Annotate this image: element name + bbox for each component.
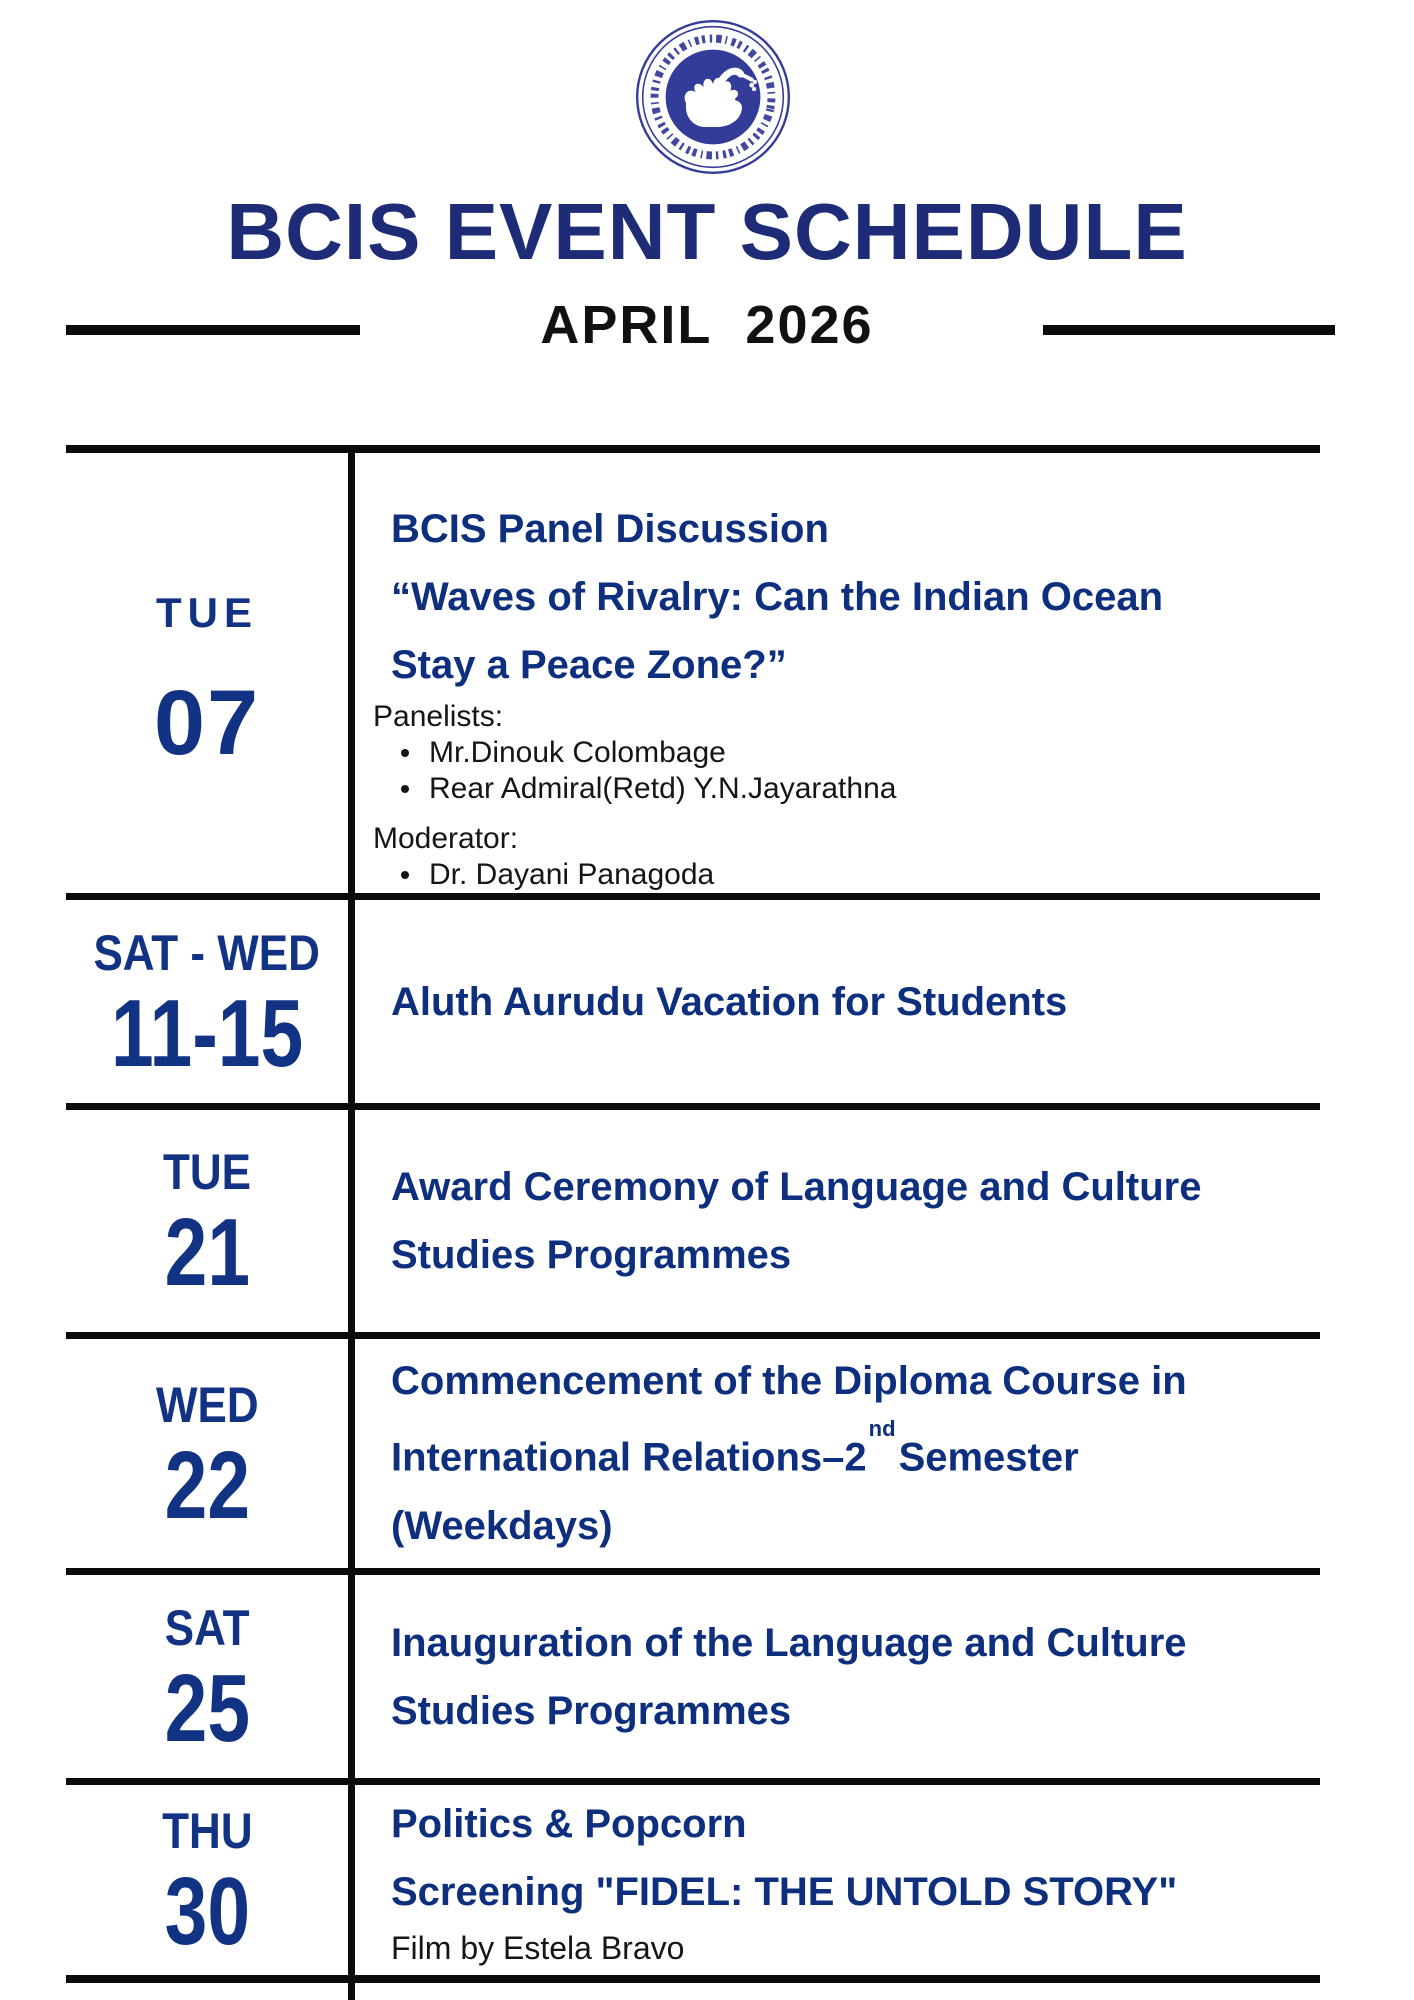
- event-note: Film by Estela Bravo: [391, 1930, 685, 1966]
- schedule-row-apr-07: [66, 453, 1320, 900]
- date-label: 07: [153, 671, 261, 774]
- date-cell: [66, 900, 355, 1103]
- panelist-item: Rear Admiral(Retd) Y.N.Jayarathna: [373, 771, 1310, 807]
- event-title-line: Commencement of the Diploma Course in: [391, 1359, 1187, 1404]
- subtitle-rule-right: [1043, 325, 1335, 335]
- day-label: SAT - WED: [93, 924, 321, 981]
- moderator-item: Dr. Dayani Panagoda: [373, 857, 1310, 893]
- event-title-line: Screening "FIDEL: THE UNTOLD STORY": [391, 1870, 1178, 1914]
- event-cell: [355, 900, 1320, 1103]
- event-title-line: Studies Programmes: [391, 1233, 792, 1277]
- event-title-line: BCIS Panel Discussion: [391, 507, 829, 551]
- date-label: 21: [164, 1199, 250, 1306]
- moderator-section: [373, 821, 1310, 893]
- page-subtitle: APRIL 2026: [540, 295, 874, 355]
- table-stub-row: [66, 1983, 1320, 2000]
- panelist-item: Mr.Dinouk Colombage: [373, 735, 1310, 771]
- event-cell: [355, 1339, 1320, 1568]
- ordinal-superscript: nd: [868, 1416, 896, 1442]
- event-title-segment: International Relations–2: [391, 1435, 867, 1480]
- moderator-list: [373, 857, 1310, 893]
- moderator-label: Moderator:: [373, 822, 519, 855]
- bcis-seal-logo: [634, 18, 792, 176]
- date-label: 25: [164, 1654, 250, 1762]
- date-cell: [66, 1110, 355, 1332]
- event-title-line: Studies Programmes: [391, 1688, 792, 1733]
- date-cell: [66, 1785, 355, 1975]
- day-label: TUE: [163, 1144, 251, 1200]
- date-cell-stub: [66, 1983, 355, 2000]
- event-title-line: Aluth Aurudu Vacation for Students: [391, 979, 1068, 1024]
- event-title-segment: Semester: [898, 1435, 1079, 1480]
- panelists-label: Panelists:: [373, 700, 504, 733]
- event-title-line: Award Ceremony of Language and Culture: [391, 1165, 1202, 1209]
- event-cell: [355, 1785, 1320, 1975]
- panelists-list: [373, 735, 1310, 807]
- schedule-row-apr-22: [66, 1339, 1320, 1575]
- day-label: TUE: [156, 588, 258, 636]
- event-title-line: Stay a Peace Zone?”: [391, 643, 787, 687]
- event-cell: [355, 453, 1320, 893]
- swan-icon: [634, 18, 792, 176]
- day-label: SAT: [164, 1599, 250, 1656]
- date-cell: [66, 1575, 355, 1778]
- date-label: 30: [164, 1858, 250, 1965]
- event-title-line: [391, 1415, 1310, 1491]
- date-label: 22: [164, 1431, 250, 1539]
- schedule-row-apr-11-15: [66, 900, 1320, 1110]
- schedule-row-apr-25: [66, 1575, 1320, 1785]
- event-title-line: “Waves of Rivalry: Can the Indian Ocean: [391, 575, 1164, 619]
- page-title: BCIS EVENT SCHEDULE: [226, 187, 1188, 276]
- day-label: THU: [161, 1803, 253, 1859]
- schedule-table: [66, 445, 1320, 2000]
- schedule-row-apr-21: [66, 1110, 1320, 1339]
- event-cell-stub: [355, 1983, 1320, 2000]
- event-cell: [355, 1110, 1320, 1332]
- date-cell: [66, 1339, 355, 1568]
- event-title-line: Politics & Popcorn: [391, 1802, 747, 1846]
- day-label: WED: [155, 1376, 259, 1433]
- date-cell: [66, 453, 355, 893]
- subtitle-rule-left: [66, 325, 360, 335]
- panelists-section: [373, 699, 1310, 807]
- event-title-line: (Weekdays): [391, 1503, 613, 1548]
- schedule-row-apr-30: [66, 1785, 1320, 1983]
- date-label: 11-15: [110, 979, 304, 1087]
- event-title-line: Inauguration of the Language and Culture: [391, 1620, 1187, 1665]
- event-cell: [355, 1575, 1320, 1778]
